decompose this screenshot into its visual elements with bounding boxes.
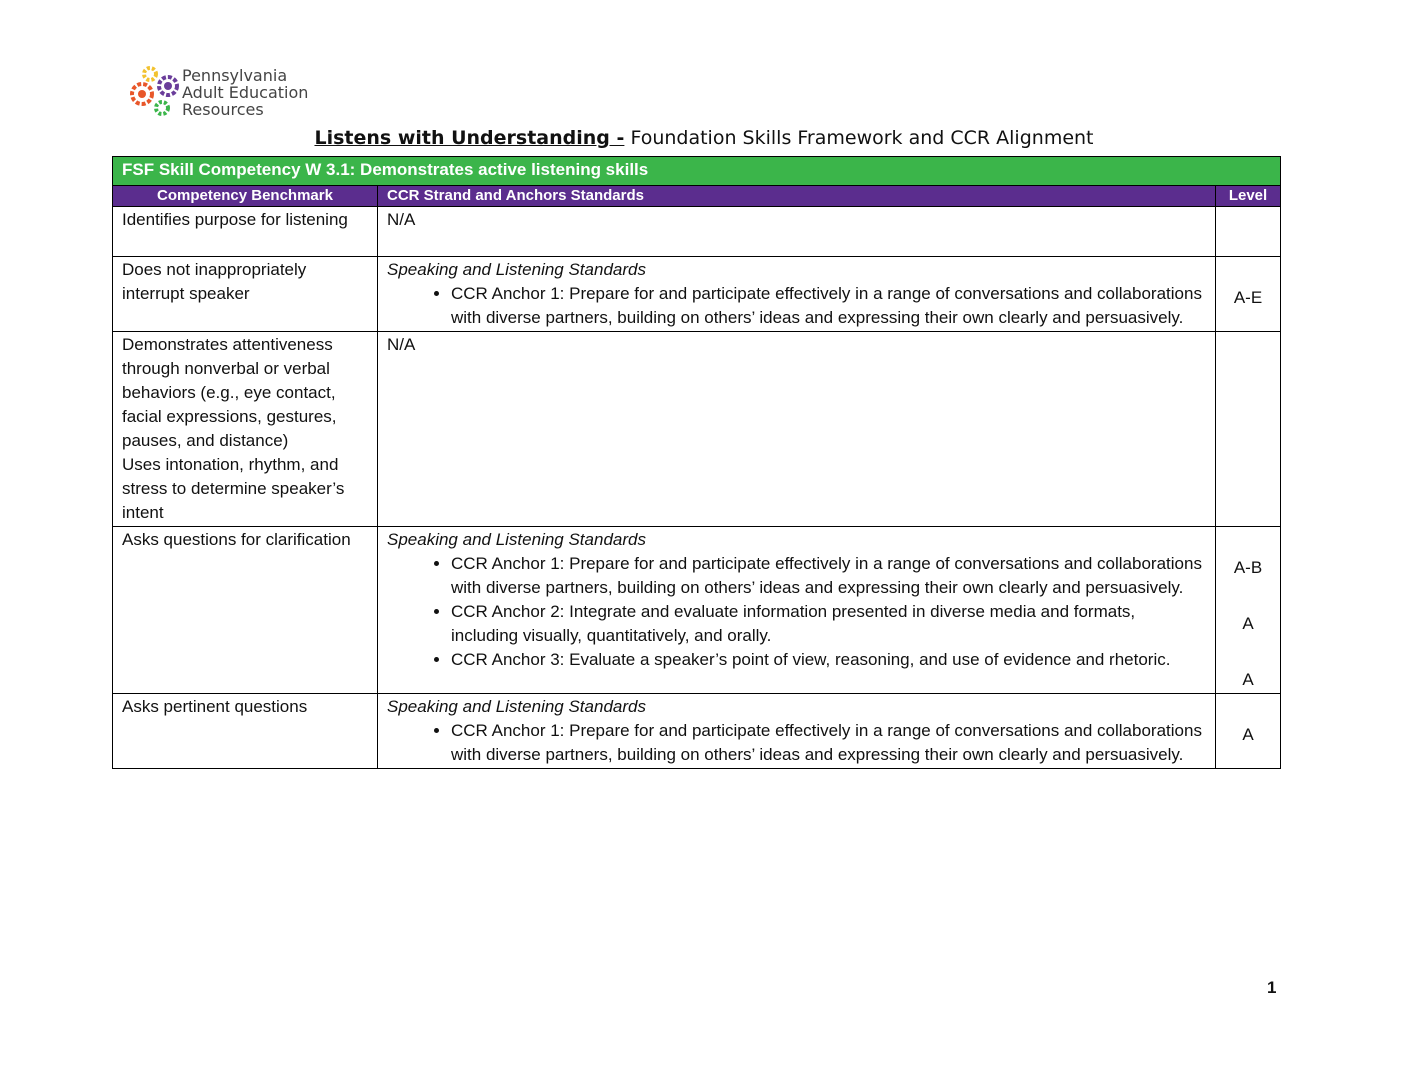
benchmark-cell: Identifies purpose for listening — [113, 207, 378, 257]
header-ccr: CCR Strand and Anchors Standards — [378, 186, 1216, 207]
level-value: A — [1242, 614, 1254, 633]
alignment-table — [112, 156, 1281, 769]
anchor-item: • CCR Anchor 2: Integrate and evaluate information presented in diverse media and formats, including visually, quantitatively, and orally. — [451, 600, 1206, 648]
table-row — [113, 332, 1281, 527]
logo-text — [182, 67, 308, 118]
title-bold: Listens with Understanding - — [314, 127, 625, 149]
title-rest: Foundation Skills Framework and CCR Alignment — [624, 127, 1094, 149]
benchmark-cell: Does not inappropriately interrupt speaker — [113, 257, 378, 332]
ccr-cell — [378, 527, 1216, 694]
strand-label: Speaking and Listening Standards — [387, 697, 646, 716]
level-cell — [1216, 694, 1281, 769]
ccr-cell: N/A — [378, 332, 1216, 527]
anchor-item: • CCR Anchor 1: Prepare for and participate effectively in a range of conversations and collaborations with diverse partners, building on others’ ideas and expressing their own clearly and persuasively. — [451, 282, 1206, 330]
table-row — [113, 694, 1281, 769]
anchor-list — [387, 282, 1206, 330]
gears-logo-icon — [126, 62, 182, 122]
header-level: Level — [1216, 186, 1281, 207]
ccr-cell — [378, 694, 1216, 769]
logo — [126, 62, 326, 122]
level-cell — [1216, 332, 1281, 527]
header-row — [113, 186, 1281, 207]
level-value: A — [1242, 670, 1254, 689]
logo-line-2: Adult Education — [182, 83, 309, 102]
anchor-item: • CCR Anchor 1: Prepare for and participate effectively in a range of conversations and collaborations with diverse partners, building on others’ ideas and expressing their own clearly and persuasively. — [451, 552, 1206, 600]
document-title — [0, 127, 1408, 149]
strand-label: Speaking and Listening Standards — [387, 260, 646, 279]
logo-line-3: Resources — [182, 100, 264, 119]
anchor-item: • CCR Anchor 1: Prepare for and participate effectively in a range of conversations and collaborations with diverse partners, building on others’ ideas and expressing their own clearly and persuasively. — [451, 719, 1206, 767]
benchmark-text-2: Uses intonation, rhythm, and stress to determine speaker’s intent — [122, 455, 345, 522]
logo-line-1: Pennsylvania — [182, 66, 288, 85]
level-value: A-E — [1233, 288, 1263, 307]
level-cell — [1216, 527, 1281, 694]
strand-label: Speaking and Listening Standards — [387, 530, 646, 549]
ccr-cell: N/A — [378, 207, 1216, 257]
benchmark-cell: Asks pertinent questions — [113, 694, 378, 769]
anchor-list — [387, 719, 1206, 767]
level-cell — [1216, 207, 1281, 257]
level-value: A — [1242, 725, 1254, 744]
benchmark-text: Demonstrates attentiveness through nonverbal or verbal behaviors (e.g., eye contact, facial expressions, gestures, pauses, and distance) — [122, 335, 337, 450]
benchmark-cell: Asks questions for clarification — [113, 527, 378, 694]
page-number: 1 — [1267, 978, 1277, 997]
level-cell — [1216, 257, 1281, 332]
anchor-item: • CCR Anchor 3: Evaluate a speaker’s point of view, reasoning, and use of evidence and rhetoric. — [451, 648, 1206, 672]
benchmark-cell — [113, 332, 378, 527]
ccr-cell — [378, 257, 1216, 332]
table-row — [113, 257, 1281, 332]
level-value: A-B — [1233, 558, 1263, 577]
competency-title: FSF Skill Competency W 3.1: Demonstrates active listening skills — [113, 157, 1281, 186]
table-row — [113, 527, 1281, 694]
header-benchmark: Competency Benchmark — [113, 186, 378, 207]
table-row — [113, 207, 1281, 257]
competency-row — [113, 157, 1281, 186]
anchor-list — [387, 552, 1206, 672]
